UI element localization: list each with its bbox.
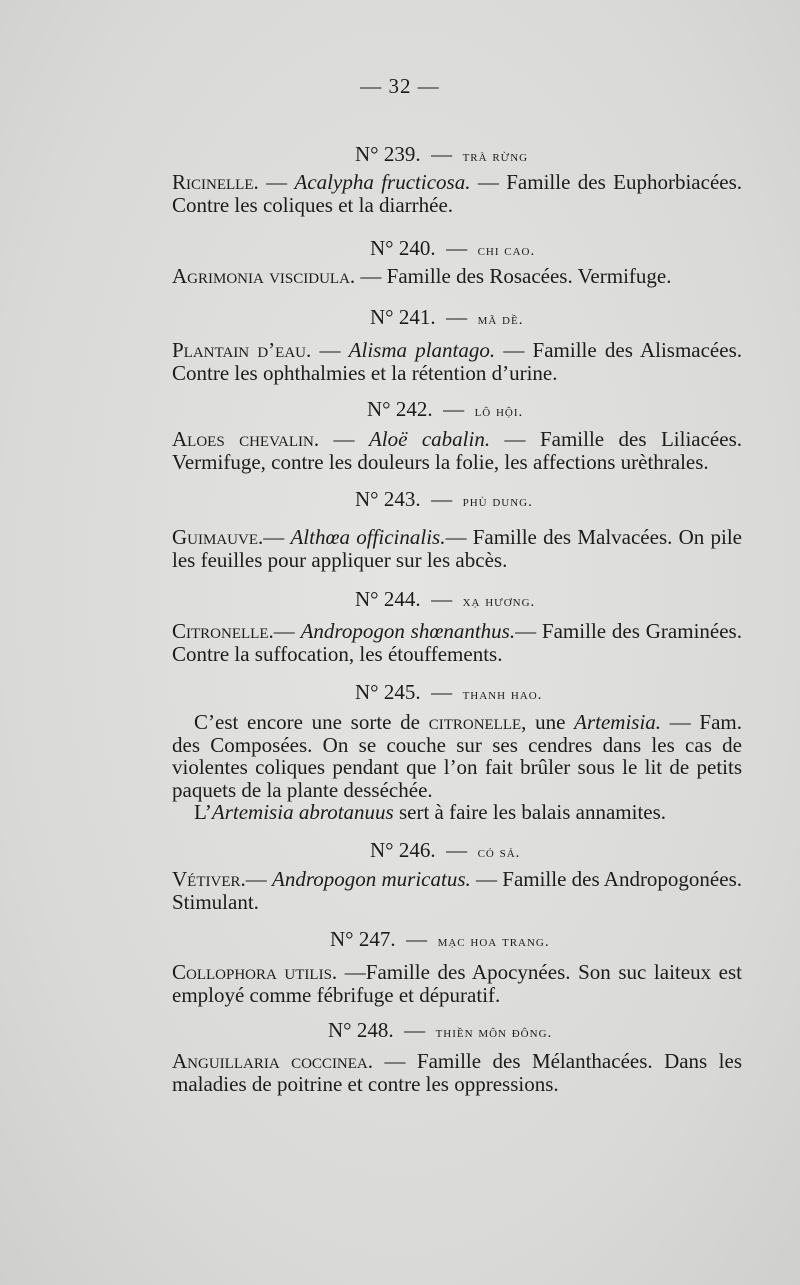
latin-name: Artemisia. [574,710,662,734]
entry-241-text [172,339,742,384]
latin-name: Artemisia abrotanuus [211,800,394,824]
entry-242-text [172,428,742,473]
heading-dash: — [443,397,465,421]
separator: — [273,619,301,643]
vietnamese-name: lô hội. [474,404,524,420]
heading-dash: — [446,305,468,329]
entry-245-heading [355,680,542,705]
entry-247-text [172,961,742,1006]
entry-number: N° 248. [328,1018,394,1042]
entry-244-heading [355,587,535,612]
article: L’ [194,800,212,824]
common-name: Aloes chevalin. [172,427,320,451]
description: — Famille des Alismacées. Contre les ophthalmies et la rétention d’urine. [172,338,743,385]
common-name: Collophora utilis. [172,960,338,984]
separator: — [245,867,273,891]
entry-248-text [172,1050,742,1095]
common-name: Agrimonia viscidula. [172,264,356,288]
heading-dash: — [431,680,453,704]
heading-dash: — [431,487,453,511]
description: sert à faire les balais annamites. [393,800,667,824]
entry-242-heading [367,397,523,422]
vietnamese-name: mã dề. [477,312,524,328]
latin-name: Aloë cabalin. [368,427,491,451]
entry-247-heading [330,927,550,952]
common-name: Guimauve. [172,525,264,549]
entry-240-heading [370,236,535,261]
entry-243-heading [355,487,533,512]
entry-number: N° 242. [367,397,433,421]
connector-text: , une [521,710,575,734]
heading-dash: — [446,236,468,260]
vietnamese-name: xạ hương. [462,594,536,610]
entry-number: N° 243. [355,487,421,511]
entry-243-text [172,526,742,571]
entry-number: N° 241. [370,305,436,329]
description: Famille des Rosacées. Vermifuge. [386,264,672,288]
vietnamese-name: thanh hao. [462,687,543,703]
separator: — [337,960,366,984]
separator: — [319,427,369,451]
latin-name: Andropogon muricatus. [272,867,471,891]
entry-248-heading [328,1018,552,1043]
entry-246-heading [370,838,520,863]
entry-241-heading [370,305,523,330]
entry-number: N° 245. [355,680,421,704]
page-number: — 32 — [360,74,440,98]
heading-dash: — [446,838,468,862]
separator: — [373,1049,417,1073]
entry-245-text [172,711,742,824]
description: — Famille des Andropogonées. Stimulant. [172,867,742,914]
description: — Famille des Liliacées. Vermifuge, contre les douleurs la folie, les affections urèthrales. [172,427,742,474]
vietnamese-name: phù dung. [462,494,533,510]
entry-239-text [172,171,742,216]
latin-name: Andropogon shœnanthus. [300,619,516,643]
entry-number: N° 239. [355,142,421,166]
common-name: citronelle [428,710,522,734]
separator: — [355,264,387,288]
vietnamese-name: cỏ sả. [477,845,521,861]
vietnamese-name: chi cao. [477,243,536,259]
description: — Famille des Graminées. Contre la suffocation, les étouffements. [172,619,742,666]
entry-240-text [172,265,742,288]
description: Famille des Mélanthacées. Dans les maladies de poitrine et contre les oppressions. [172,1049,743,1096]
vietnamese-name: trà rừng [462,149,529,165]
heading-dash: — [404,1018,426,1042]
common-name: Citronelle. [172,619,274,643]
heading-dash: — [406,927,428,951]
vietnamese-name: thiền môn đông. [435,1025,553,1041]
entry-239-heading [355,142,528,167]
description: — Famille des Malvacées. On pile les feuilles pour appliquer sur les abcès. [172,525,742,572]
common-name: Plantain d’eau. [172,338,312,362]
description: — Fam. des Composées. On se couche sur ses cendres dans les cas de violentes coliques pendant que l’on fait brûler sous le lit de petits paquets de la plante desséchée. [172,710,743,802]
continuation-paragraph [172,801,742,824]
entry-number: N° 246. [370,838,436,862]
description: — Famille des Euphorbiacées. Contre les coliques et la diarrhée. [172,170,743,217]
entry-number: N° 244. [355,587,421,611]
intro-text: C’est encore une sorte de [194,710,429,734]
latin-name: Acalypha fructicosa. [294,170,471,194]
description: Famille des Apocynées. Son suc laiteux est employé comme fébrifuge et dépuratif. [172,960,742,1007]
latin-name: Althœa officinalis. [290,525,446,549]
common-name: Anguillaria coccinea. [172,1049,374,1073]
common-name: Ricinelle. [172,170,259,194]
latin-name: Alisma plantago. [348,338,496,362]
heading-dash: — [431,587,453,611]
common-name: Vétiver. [172,867,246,891]
entry-244-text [172,620,742,665]
separator: — [311,338,349,362]
vietnamese-name: mạc hoa trang. [437,934,550,950]
entry-246-text [172,868,742,913]
separator: — [263,525,291,549]
entry-number: N° 247. [330,927,396,951]
entry-number: N° 240. [370,236,436,260]
heading-dash: — [431,142,453,166]
separator: — [258,170,295,194]
